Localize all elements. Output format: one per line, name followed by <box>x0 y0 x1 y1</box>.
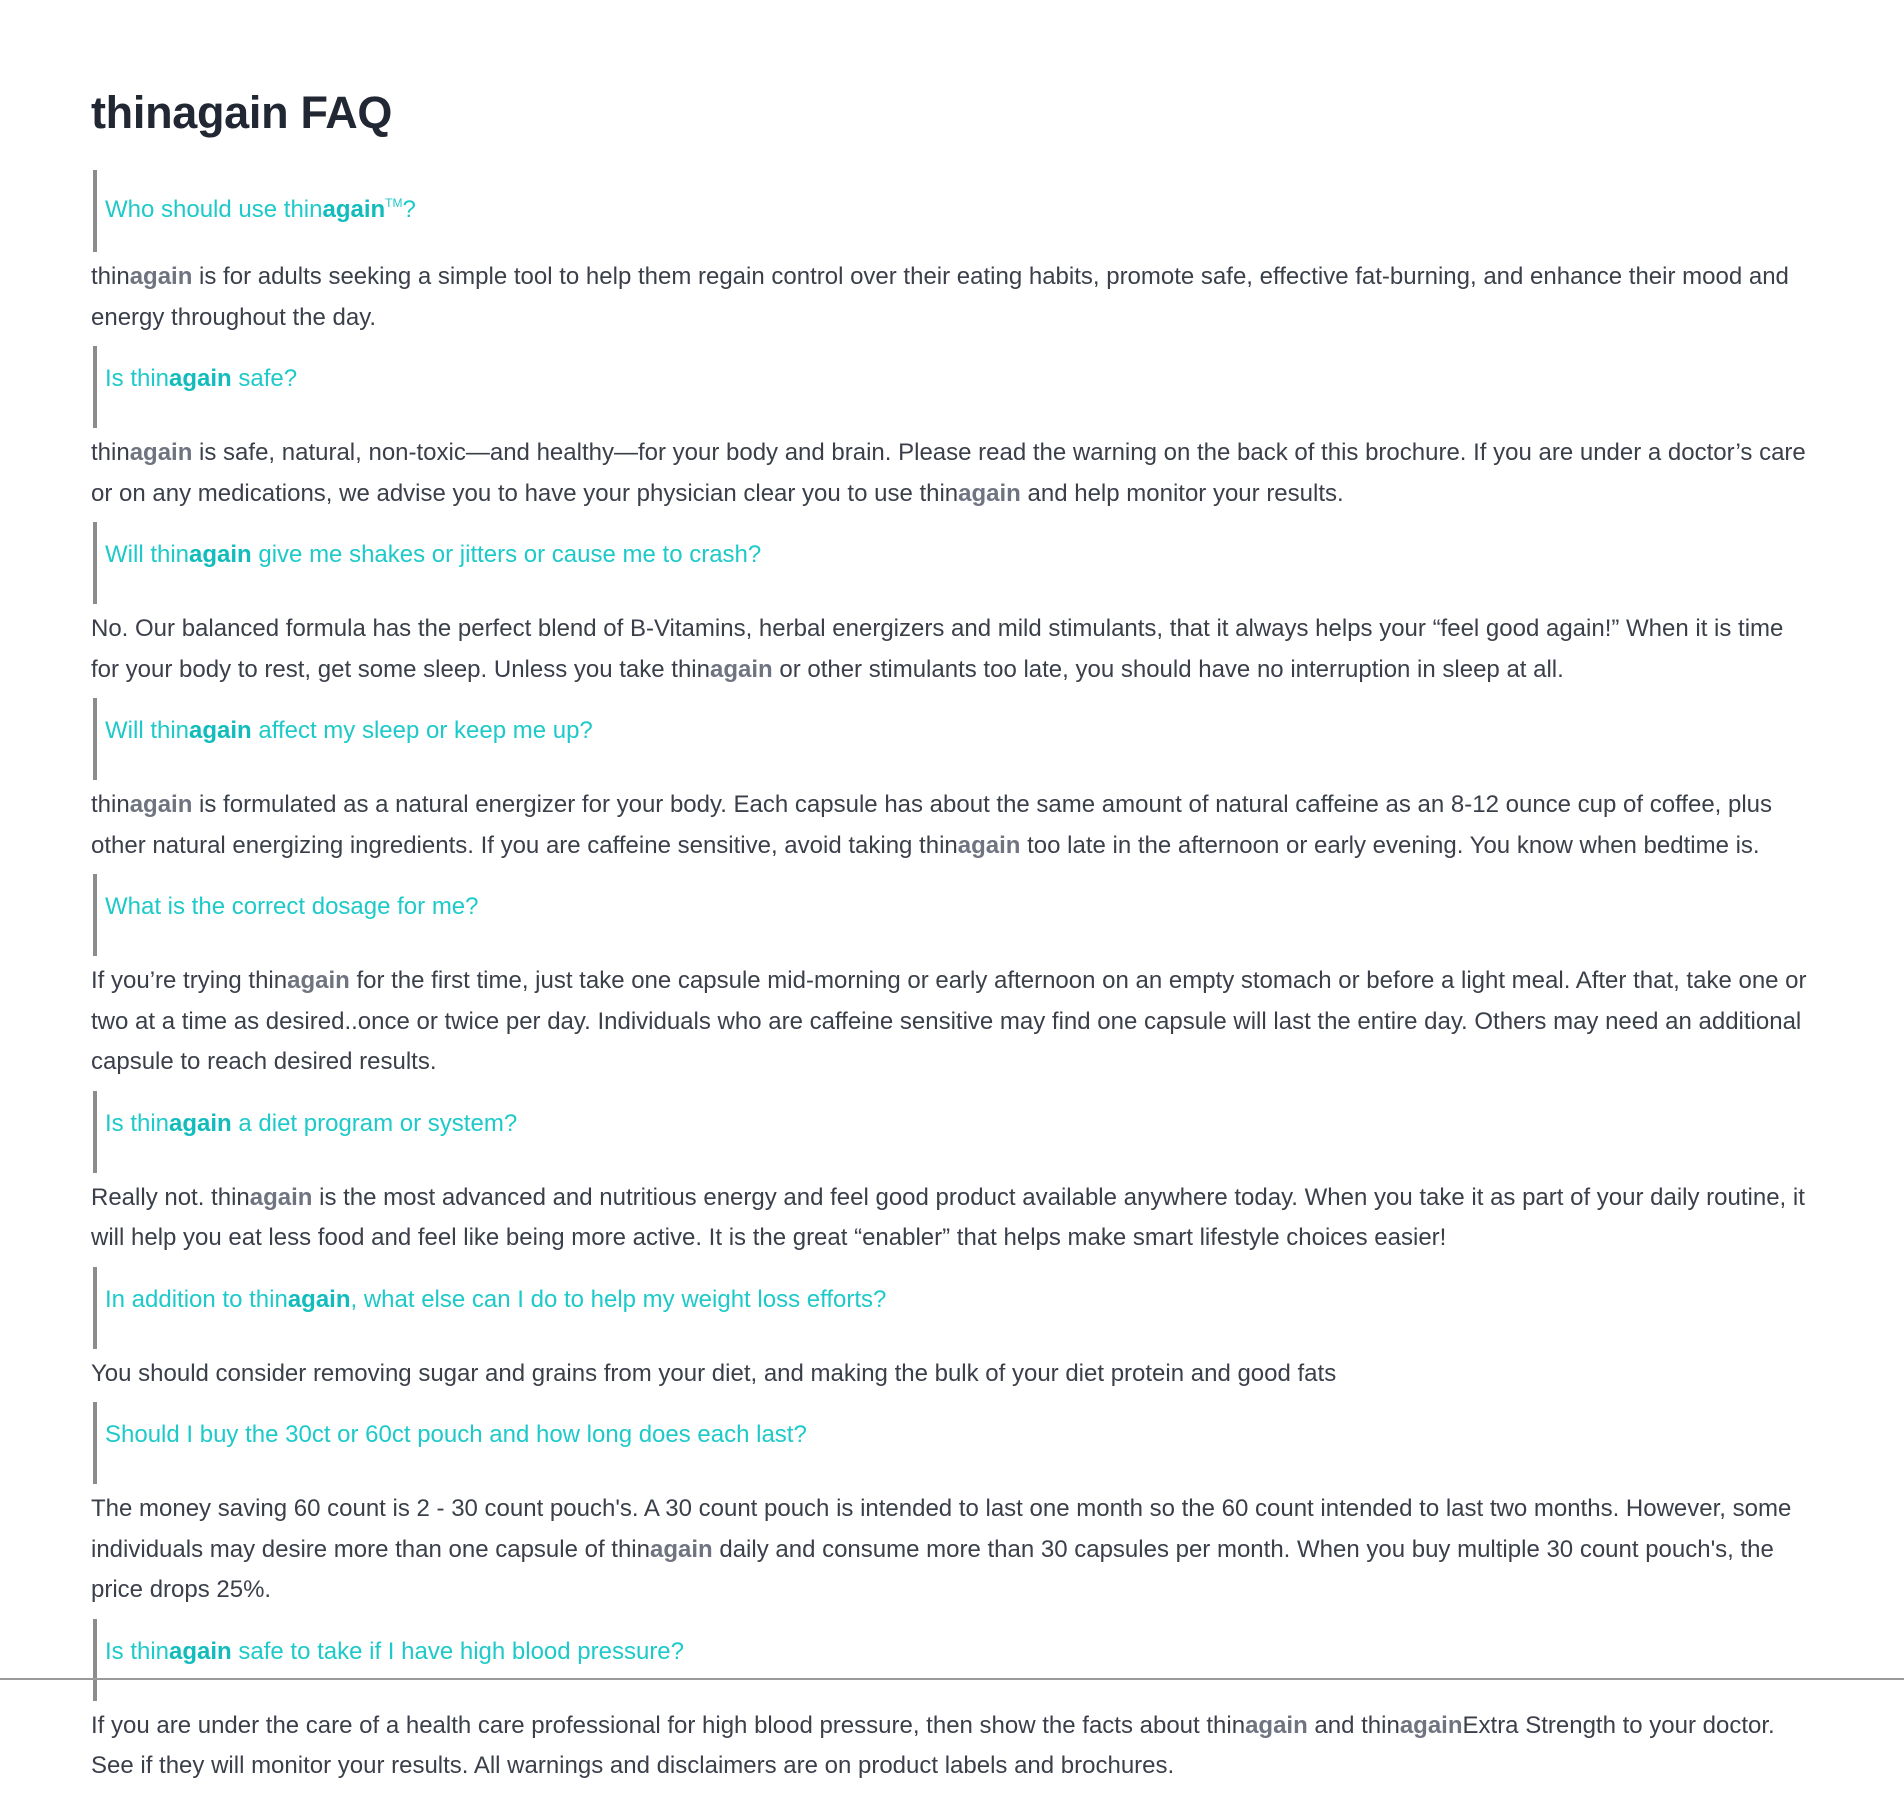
question-text: safe? <box>231 365 298 392</box>
answer-text: daily and consume more than 30 capsules per month. When you buy multiple 30 count pouch's, the price drops 25%. <box>91 1535 1774 1603</box>
brand-emphasis: again <box>709 655 773 683</box>
answer-text: is for adults seeking a simple tool to help them regain control over their eating habits, promote safe, effective fat-burning, and enhance their mood and energy throughout the day. <box>91 263 1789 331</box>
faq-question[interactable] <box>93 1267 1811 1349</box>
answer-text: and thin <box>1307 1711 1400 1739</box>
faq-answer <box>91 428 1811 522</box>
faq-question[interactable] <box>93 874 1811 956</box>
brand-emphasis: again <box>1245 1711 1308 1739</box>
brand-emphasis: again <box>189 541 252 568</box>
answer-text: The money saving 60 count is 2 - 30 count pouch's. A 30 count pouch is intended to last one month so the 60 count intended to last two months. However, some individuals may desire more than one capsule of thin <box>91 1495 1792 1563</box>
answer-text: or other stimulants too late, you should have no interruption in sleep at all. <box>772 655 1564 683</box>
faq-question[interactable] <box>93 1619 1811 1701</box>
answer-text: is the most advanced and nutritious energy and feel good product available anywhere today. When you take it as part of your daily routine, it will help you eat less food and feel like being more active. It is the great “enabler” that helps make smart lifestyle choices easier! <box>91 1183 1805 1251</box>
brand-emphasis: again <box>958 479 1021 507</box>
answer-text: thin <box>91 263 130 290</box>
question-text: Is thin <box>105 1637 170 1665</box>
question-text: Will thin <box>105 541 190 568</box>
brand-emphasis: again <box>189 717 252 744</box>
faq-answer <box>91 956 1811 1091</box>
brand-emphasis: again <box>957 831 1021 859</box>
question-text: Should I buy the 30ct or 60ct pouch and how long does each last? <box>105 1421 807 1448</box>
brand-emphasis: again <box>169 1637 232 1665</box>
answer-text: No. Our balanced formula has the perfect blend of B-Vitamins, herbal energizers and mild stimulants, that it always helps your “feel good again!” When it is time for your body to rest, get some sleep. Unless you take thin <box>91 615 1784 683</box>
answer-text: thin <box>91 791 130 818</box>
answer-text: is safe, natural, non-toxic—and healthy—for your body and brain. Please read the warning on the back of this brochure. If you are under a doctor’s care or on any medications, we advise you to have your physician clear you to use thin <box>91 439 1806 507</box>
answer-text: thin <box>91 439 130 466</box>
faq-question[interactable] <box>93 1091 1811 1173</box>
brand-emphasis: again <box>287 967 350 994</box>
brand-emphasis: again <box>129 791 193 818</box>
question-text: give me shakes or jitters or cause me to crash? <box>251 541 762 568</box>
answer-text: Really not. thin <box>91 1183 250 1211</box>
question-text: safe to take if I have high blood pressure? <box>231 1637 685 1665</box>
answer-text: You should consider removing sugar and grains from your diet, and making the bulk of your diet protein and good fats <box>91 1359 1337 1387</box>
question-text: affect my sleep or keep me up? <box>251 717 593 744</box>
faq-answer <box>91 1701 1811 1795</box>
brand-emphasis: again <box>287 1285 351 1313</box>
trademark-mark: TM <box>385 196 403 210</box>
faq-question[interactable] <box>93 170 1811 252</box>
brand-emphasis: again <box>649 1535 713 1563</box>
faq-answer <box>91 1173 1811 1267</box>
question-text: Is thin <box>105 1109 170 1137</box>
question-text: , what else can I do to help my weight loss efforts? <box>350 1285 887 1313</box>
question-text: Will thin <box>105 717 190 744</box>
answer-text: If you are under the care of a health care professional for high blood pressure, then show the facts about thin <box>91 1711 1246 1739</box>
question-text: ? <box>402 196 416 223</box>
question-text: In addition to thin <box>105 1285 288 1313</box>
faq-question[interactable] <box>93 1402 1811 1484</box>
faq-question[interactable] <box>93 698 1811 780</box>
brand-emphasis: again <box>129 439 193 466</box>
faq-answer <box>91 252 1811 346</box>
question-text: Is thin <box>105 365 170 392</box>
faq-answer <box>91 604 1811 698</box>
question-text: a diet program or system? <box>231 1109 518 1137</box>
answer-text: too late in the afternoon or early evening. You know when bedtime is. <box>1020 831 1760 859</box>
faq-answer <box>91 780 1811 874</box>
faq-question[interactable] <box>93 346 1811 428</box>
faq-question[interactable] <box>93 522 1811 604</box>
question-text: What is the correct dosage for me? <box>105 893 479 920</box>
faq-answer <box>91 1484 1811 1619</box>
answer-text: for the first time, just take one capsule mid-morning or early afternoon on an empty stomach or before a light meal. After that, take one or two at a time as desired..once or twice per day. Individuals who are caffeine sensitive may find one capsule will last the entire day. Others may need an additional capsule to reach desired results. <box>91 967 1807 1075</box>
brand-emphasis: again <box>169 1109 232 1137</box>
brand-emphasis: again <box>249 1183 313 1211</box>
faq-answer <box>91 1349 1811 1403</box>
question-text: Who should use thin <box>105 196 323 223</box>
answer-text: If you’re trying thin <box>91 967 288 994</box>
brand-emphasis: again <box>129 263 193 290</box>
brand-emphasis: again <box>169 365 232 392</box>
brand-emphasis: again <box>322 196 386 223</box>
faq-list <box>91 170 1811 1795</box>
page-title: thinagain FAQ <box>91 87 393 138</box>
answer-text: is formulated as a natural energizer for your body. Each capsule has about the same amount of natural caffeine as an 8-12 ounce cup of coffee, plus other natural energizing ingredients. If you are caffeine sensitive, avoid taking thin <box>91 791 1773 859</box>
brand-emphasis: again <box>1399 1711 1463 1739</box>
answer-text: and help monitor your results. <box>1020 479 1344 507</box>
answer-text: Extra Strength to your doctor. See if they will monitor your results. All warnings and disclaimers are on product labels and brochures. <box>91 1711 1775 1779</box>
